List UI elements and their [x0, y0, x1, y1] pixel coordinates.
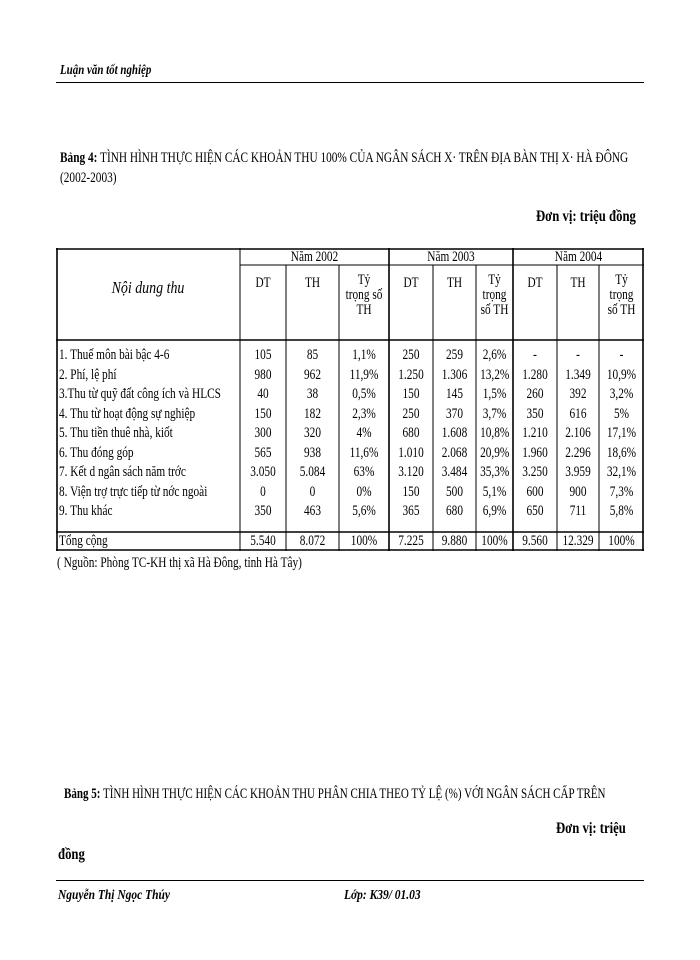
table-cell: 260: [526, 386, 544, 402]
table5-caption: [64, 786, 606, 803]
table-cell: 10,9%: [606, 366, 637, 383]
table-cell: 20,9%: [480, 444, 510, 461]
table-cell: 711: [569, 503, 587, 519]
table-cell: 392: [569, 386, 587, 402]
subheader-th: TH: [304, 275, 321, 291]
subheader-dt: DT: [255, 275, 271, 291]
table-cell: 300: [254, 425, 272, 441]
table-cell: 5,1%: [482, 483, 507, 500]
total-cell: 8.072: [299, 533, 326, 549]
table-cell: 1.010: [398, 444, 424, 461]
total-cell: 100%: [608, 533, 635, 549]
table4-caption: [60, 148, 637, 188]
total-cell: 12.329: [562, 533, 594, 549]
subheader-th: TH: [570, 275, 586, 291]
table5-unit-line1: Đơn vị: triệu: [556, 820, 626, 837]
table-cell: 980: [254, 366, 272, 383]
document-header-title: Luận văn tốt nghiệp: [60, 63, 152, 78]
table-cell: 38: [306, 386, 319, 402]
table5-unit-line2: đồng: [58, 846, 85, 863]
total-cell: 9.560: [522, 533, 548, 549]
table-cell: 1.250: [398, 366, 424, 383]
table-cell: 40: [257, 386, 269, 402]
year-header-2004: Năm 2004: [554, 249, 603, 265]
table-cell: 680: [402, 425, 420, 441]
table-cell: 3.959: [565, 464, 591, 480]
table-cell: 18,6%: [606, 444, 637, 461]
table-cell: -: [619, 347, 624, 363]
total-cell: 5.540: [250, 533, 276, 549]
table-cell: 463: [304, 503, 321, 519]
table-cell: 1.349: [565, 366, 591, 383]
table-cell: 1.960: [522, 444, 548, 461]
footer-rule: [56, 880, 644, 881]
table4-unit: Đơn vị: triệu đồng: [536, 208, 636, 225]
table-cell: 5,6%: [352, 503, 376, 519]
table-cell: 85: [306, 347, 319, 363]
table-cell: 962: [304, 366, 321, 383]
total-cell: 9.880: [441, 533, 468, 549]
total-cell: 7.225: [398, 533, 424, 549]
table-cell: 17,1%: [606, 425, 637, 441]
table-cell: 650: [526, 503, 544, 519]
table-cell: 2.068: [441, 444, 468, 461]
table-cell: 2,3%: [352, 405, 376, 422]
table-cell: 259: [446, 347, 463, 363]
table-cell: 680: [446, 503, 463, 519]
table-cell: 900: [569, 483, 587, 500]
row-label: 6. Thu đóng góp: [59, 444, 134, 461]
revenue-table: [56, 248, 644, 552]
header-rule: [56, 82, 644, 83]
table4-caption-label: Bảng 4:: [60, 150, 98, 166]
table-cell: 3,7%: [482, 405, 507, 422]
table-cell: -: [576, 347, 580, 363]
row-label: 2. Phí, lệ phí: [59, 366, 117, 383]
table-cell: 13,2%: [480, 366, 510, 383]
table-cell: 3,2%: [609, 386, 634, 402]
table-cell: 63%: [353, 464, 375, 480]
footer-author: Nguyễn Thị Ngọc Thúy: [58, 888, 170, 903]
subheader-ty-trong: Tỷ trọng số TH: [345, 272, 383, 318]
table-cell: 0: [309, 483, 316, 500]
table-cell: 7,3%: [609, 483, 634, 500]
table-cell: 1.306: [441, 366, 468, 383]
subheader-dt: DT: [403, 275, 419, 291]
table-cell: 1.608: [441, 425, 468, 441]
table-cell: 0: [260, 483, 266, 500]
table-cell: 350: [254, 503, 272, 519]
row-label: 4. Thu từ hoạt động sự nghiệp: [59, 405, 196, 422]
year-header-2002: Năm 2002: [290, 249, 339, 265]
table-cell: 938: [304, 444, 321, 461]
table-cell: 150: [254, 405, 272, 422]
table4-caption-text: TÌNH HÌNH THỰC HIỆN CÁC KHOẢN THU 100% CỦA NGÂN SÁCH X· TRÊN ĐỊA BÀN THỊ X· HÀ ĐÔNG (2002-2003): [60, 150, 629, 186]
row-label: 8. Viện trợ trực tiếp từ nớc ngoài: [59, 483, 208, 500]
table-cell: 11,6%: [349, 444, 379, 461]
table-cell: 616: [569, 405, 587, 422]
row-label: 3.Thu từ quỹ đất công ích và HLCS: [59, 386, 221, 402]
table-cell: 5,8%: [609, 503, 634, 519]
year-header-2003: Năm 2003: [427, 249, 475, 265]
table-cell: 150: [402, 483, 420, 500]
table-cell: 565: [254, 444, 272, 461]
row-label: 7. Kết d ngân sách năm trớc: [59, 464, 186, 480]
footer-class: Lớp: K39/ 01.03: [344, 888, 421, 903]
table-cell: 2.296: [565, 444, 591, 461]
table4-source: ( Nguồn: Phòng TC-KH thị xã Hà Đông, tỉnh Hà Tây): [57, 555, 302, 571]
table-cell: 11,9%: [349, 366, 379, 383]
table-cell: 150: [402, 386, 420, 402]
table-cell: 35,3%: [480, 464, 510, 480]
table-cell: 365: [402, 503, 420, 519]
table-cell: 250: [402, 405, 420, 422]
total-cell: 100%: [350, 533, 378, 549]
table-cell: 350: [526, 405, 544, 422]
table-cell: 370: [446, 405, 463, 422]
table-cell: 1.210: [522, 425, 548, 441]
column-header-content: Nội dung thu: [111, 278, 185, 297]
row-label: 1. Thuế môn bài bậc 4-6: [59, 347, 170, 363]
table-cell: 145: [446, 386, 463, 402]
table-cell: 1.280: [522, 366, 548, 383]
table5-caption-label: Bảng 5:: [64, 786, 101, 802]
subheader-ty-trong: Tỷ trọng số TH: [607, 272, 636, 318]
row-label: 9. Thu khác: [59, 503, 113, 519]
table-cell: 0%: [356, 483, 372, 500]
table-cell: 1,1%: [352, 347, 376, 363]
table-cell: 2,6%: [482, 347, 507, 363]
table-cell: 4%: [356, 425, 372, 441]
table-cell: 600: [526, 483, 544, 500]
table-cell: 3.484: [441, 464, 468, 480]
row-label: 5. Thu tiền thuê nhà, kiốt: [59, 425, 173, 441]
table-cell: 500: [446, 483, 463, 500]
subheader-th: TH: [446, 275, 463, 291]
table-cell: 2.106: [565, 425, 591, 441]
table-cell: 6,9%: [482, 503, 507, 519]
subheader-dt: DT: [527, 275, 543, 291]
table-cell: 3.120: [398, 464, 424, 480]
subheader-ty-trong: Tỷ trọng số TH: [480, 272, 509, 318]
table-cell: 5%: [613, 405, 630, 422]
table-cell: 320: [304, 425, 321, 441]
table-cell: 5.084: [299, 464, 326, 480]
table-cell: 0,5%: [352, 386, 376, 402]
table-cell: -: [533, 347, 537, 363]
table-cell: 105: [254, 347, 272, 363]
table-cell: 10,8%: [480, 425, 510, 441]
total-row-label: Tổng cộng: [59, 533, 108, 549]
table-cell: 3.250: [522, 464, 548, 480]
total-cell: 100%: [481, 533, 508, 549]
table-cell: 182: [304, 405, 321, 422]
table-cell: 3.050: [250, 464, 276, 480]
table5-caption-text: TÌNH HÌNH THỰC HIỆN CÁC KHOẢN THU PHÂN CHIA THEO TỶ LỆ (%) VỚI NGÂN SÁCH CẤP TRÊN: [103, 786, 606, 802]
table-cell: 250: [402, 347, 420, 363]
table-cell: 1,5%: [482, 386, 507, 402]
table-cell: 32,1%: [606, 464, 637, 480]
